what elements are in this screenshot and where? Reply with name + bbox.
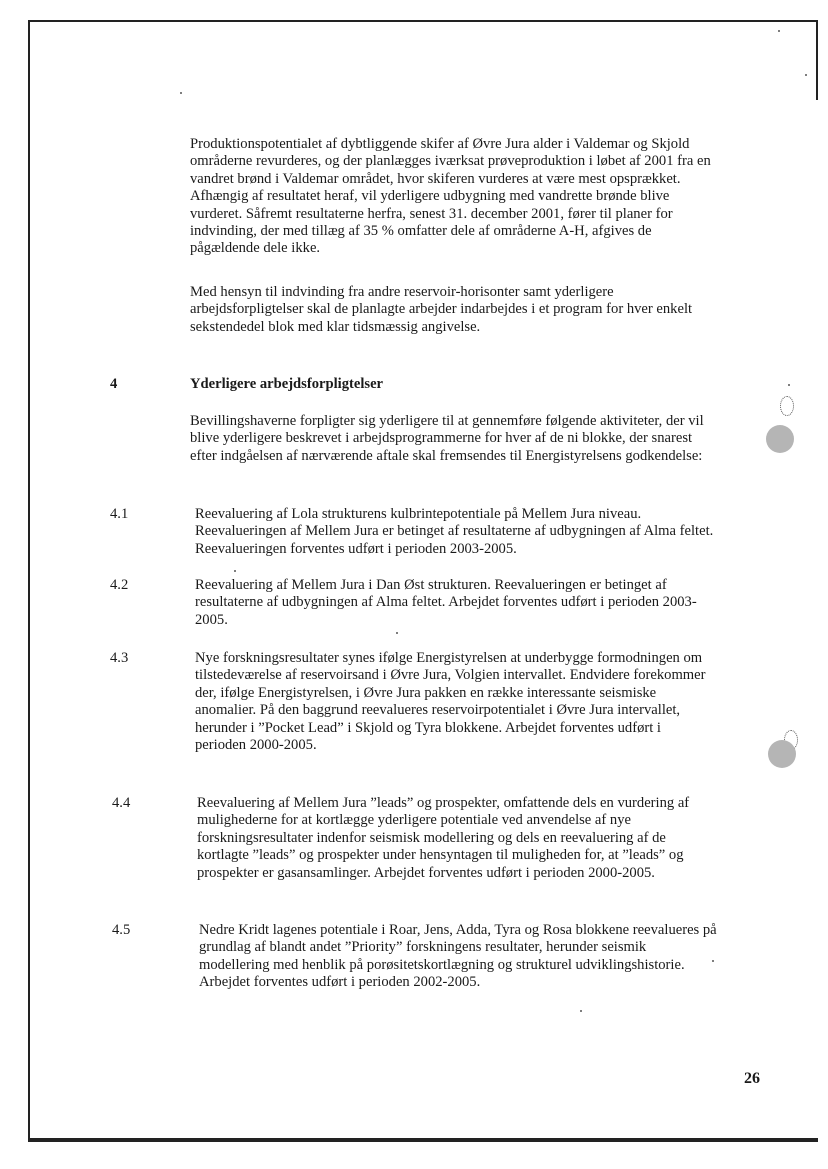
punch-hole: [766, 425, 794, 453]
item-number: 4.2: [110, 577, 129, 593]
section-title: Yderligere arbejdsforpligtelser: [190, 376, 384, 392]
item-text: Reevaluering af Mellem Jura ”leads” og prospekter, omfattende dels en vurdering af mulighederne for at kortlægge yderligere potentiale ved anvendelse af nye forskningsresultater indenfor seismisk modellering og dels en reevaluering af de kortlagte ”leads” og prospekter under hensyntagen til muligheden for, at ”leads” og prospekter er gasansamlinger. Arbejdet forventes udført i perioden 2000-2005.: [197, 795, 690, 881]
scan-dot: [778, 30, 780, 32]
item-text: Nedre Kridt lagenes potentiale i Roar, Jens, Adda, Tyra og Rosa blokkene reevalueres på grundlag af blandt andet ”Priority” forskningens resultater, herunder seismik modellering med henblik på porøsitetskortlægning og strukturel udviklingshistorie. Arbejdet forventes udført i perioden 2002-2005.: [199, 922, 717, 991]
item-number: 4.5: [112, 922, 131, 938]
item-number: 4.4: [112, 795, 131, 811]
section-intro-paragraph: Bevillingshaverne forpligter sig yderligere til at gennemføre følgende aktiviteter, der vil blive yderligere beskrevet i arbejdsprogrammerne for hver af de ni blokke, der snarest efter indgåelsen af nærværende aftale skal fremsendes til Energistyrelsens godkendelse:: [190, 413, 704, 464]
item-text: Reevaluering af Lola strukturens kulbrintepotentiale på Mellem Jura niveau. Reevalueringen af Mellem Jura er betinget af resultaterne af udbygningen af Alma feltet. Reevalueringen forventes udført i perioden 2003-2005.: [195, 506, 714, 557]
scan-dot: [788, 384, 790, 386]
scan-border-bottom: [28, 1138, 818, 1142]
scan-dot: [396, 632, 398, 634]
section-number: 4: [110, 376, 118, 392]
item-number: 4.3: [110, 650, 129, 666]
intro-paragraph-1: Produktionspotentialet af dybtliggende skifer af Øvre Jura alder i Valdemar og Skjold områderne revurderes, og der planlægges iværksat prøveproduktion i løbet af 2001 fra en vandret brønd i Valdemar området, hvor skiferen vurderes at være mest opsprækket. Afhængig af resultatet heraf, vil yderligere udbygning med vandrette brønde blive vurderet. Såfremt resultaterne herfra, senest 31. december 2001, fører til planer for indvinding, der med tillæg af 35 % omfatter dele af områderne A-H, afgives de pågældende dele ikke.: [190, 136, 711, 257]
scan-dot: [180, 92, 182, 94]
scan-dot: [805, 74, 807, 76]
scan-dot: [234, 570, 236, 572]
scan-border-top: [28, 20, 818, 22]
scan-dot: [580, 1010, 582, 1012]
scan-border-right: [816, 20, 818, 100]
scan-dot: [712, 960, 714, 962]
item-text: Reevaluering af Mellem Jura i Dan Øst strukturen. Reevalueringen er betinget af resultaterne af udbygningen af Alma feltet. Arbejdet forventes udført i perioden 2003-2005.: [195, 577, 697, 628]
item-number: 4.1: [110, 506, 129, 522]
intro-paragraph-2: Med hensyn til indvinding fra andre reservoir-horisonter samt yderligere arbejdsforpligtelser skal de planlagte arbejder indarbejdes i et program for hver enkelt sekstendedel blok med klar tidsmæssig angivelse.: [190, 284, 693, 335]
punch-hole: [768, 740, 796, 768]
page-number: 26: [744, 1070, 760, 1087]
scan-border-left: [28, 20, 30, 1142]
item-text: Nye forskningsresultater synes ifølge Energistyrelsen at underbygge formodningen om tilstedeværelse af reservoirsand i Øvre Jura, Volgien intervallet. Endvidere forekommer der, ifølge Energistyrelsen, i Øvre Jura pakken en række interessante seismiske anomalier. På den baggrund reevalueres reservoirpotentialet i Øvre Jura intervallet, herunder i ”Pocket Lead” i Skjold og Tyra blokkene. Arbejdet forventes udført i perioden 2000-2005.: [195, 650, 706, 754]
scan-speck-mark: [780, 396, 794, 416]
